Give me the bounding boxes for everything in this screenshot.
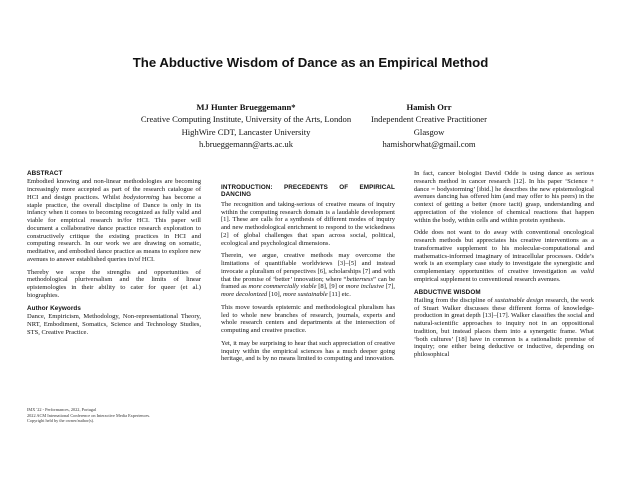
abstract-paragraph: Embodied knowing and non-linear methodologies are becoming increasingly more accepted as part of the research catalogue of HCI and design practices. Whilst bodystorming has become a staple practice, the overall discipline of Dance is only in its infancy when it comes to becoming recognized as fully valid and viable for empirical research in/for HCI. This paper will document a collaborative dance practice research exploration to constructively critique the existing practices in HCI and computing research. In our work we are drawing on somatic, meditative, and embodied dance practice as means to explore new avenues to answer established queries in/of HCI. <box>27 178 201 263</box>
footer-line: Copyright held by the owner/author(s). <box>27 418 95 424</box>
keywords-heading: Author Keywords <box>27 304 81 312</box>
author-affiliation: Glasgow <box>413 126 445 137</box>
middle-column <box>221 184 395 368</box>
abstract-heading: ABSTRACT <box>27 170 63 177</box>
author-name: MJ Hunter Brueggemann* <box>196 102 296 112</box>
body-paragraph: In fact, cancer biologist David Odde is using dance as serious research method in cancer research [12]. In his paper ‘Science + dance = bodystorming’ [ibid.] he describes the new epistemological avenues dancing has offered him (and may offer to his peers) in the context of getting a better (more tacit) grasp, understanding and appreciation of the violence of chemical reactions that happen within the body, within cells and within protein synthesis. <box>414 170 594 224</box>
introduction-heading: INTRODUCTION: PRECEDENTS OF EMPIRICAL DANCING <box>221 184 395 199</box>
keywords-text: Dance, Empiricism, Methodology, Non-representational Theory, NRT, Embodiment, Somatics, Science and Technology Studies, STS, Creative Practice. <box>27 313 201 336</box>
abductive-wisdom-heading: ABDUCTIVE WISDOM <box>414 288 481 296</box>
author-block-2 <box>358 101 500 151</box>
footer-line: IMX '22 - Performances, 2022, Portugal <box>27 407 97 412</box>
body-paragraph: Odde does not want to do away with conventional oncological research methods but appreciates his creative interventions as a transformative supplement to his molecular-computational and mathematics-informed imaginary of intracellular processes. Odde’s work is an exemplary case study to investigate the synergistic and complementary opportunities of creative investigation as valid empirical supplement to conventional research avenues. <box>414 229 594 283</box>
author-affiliation: Creative Computing Institute, University of the Arts, London <box>140 114 352 125</box>
author-affiliation: HighWire CDT, Lancaster University <box>181 126 311 137</box>
intro-paragraph: The recognition and taking-serious of creative means of inquiry within the computing research domain is a laudable development [1]. These are calls for a synthesis of different modes of inquiry and new methodological enrichment to respond to the wickedness [2] of global challenges that span across social, political, ecological and psychological dimensions. <box>221 200 395 247</box>
abstract-paragraph: Thereby we scope the strengths and opportunities of methodological pluriversalism and the limits of linear epistemologies in their ability to cater for queer (et al.) biographies. <box>27 268 201 299</box>
right-column <box>414 170 594 364</box>
author-email[interactable]: hamishorwhat@gmail.com <box>382 139 476 150</box>
author-affiliation: Independent Creative Practitioner <box>371 114 487 125</box>
intro-paragraph: This move towards epistemic and methodological pluralism has led to whole new branches of research, journals, experts and whole research centers and departments at the intersection of computing and creative practice. <box>221 303 395 335</box>
author-name: Hamish Orr <box>406 102 452 112</box>
footer-line: 2022 ACM International Conference on Interactive Media Experiences. <box>27 412 151 418</box>
copyright-footer <box>27 407 207 424</box>
author-email[interactable]: h.brueggemann@arts.ac.uk <box>198 139 294 150</box>
intro-paragraph: Yet, it may be surprising to hear that such appreciation of creative inquiry within the empirical sciences has a much deeper going heritage, and is by no means limited to computing and innovation. <box>221 339 395 363</box>
left-column <box>27 170 201 341</box>
body-paragraph: Hailing from the discipline of sustainable design research, the work of Stuart Walker discusses these different forms of knowledge-production in great depth [13]–[17]. Walker classifies the social and natural-scientific approaches to inquiry not in an oppositional tradition, but instead places them into a synergetic frame. What ‘both cultures’ [18] have in common is a rationalistic premise of inquiry; one either being deductive or inductive, depending on philosophical <box>414 296 594 359</box>
intro-paragraph: Therein, we argue, creative methods may overcome the limitations of quantifiable worldviews [3]–[5] and instead invocate a pluralism of perspectives [6], scholarships [7] and with that the promise of ‘better’ innovation; where “betterness” can be framed as more commercially viable [8], [9] or more inclusive [7], more decolonized [10], more sustainable [11] etc. <box>221 252 396 299</box>
paper-title: The Abductive Wisdom of Dance as an Empirical Method <box>132 55 489 70</box>
author-block-1 <box>128 101 364 151</box>
